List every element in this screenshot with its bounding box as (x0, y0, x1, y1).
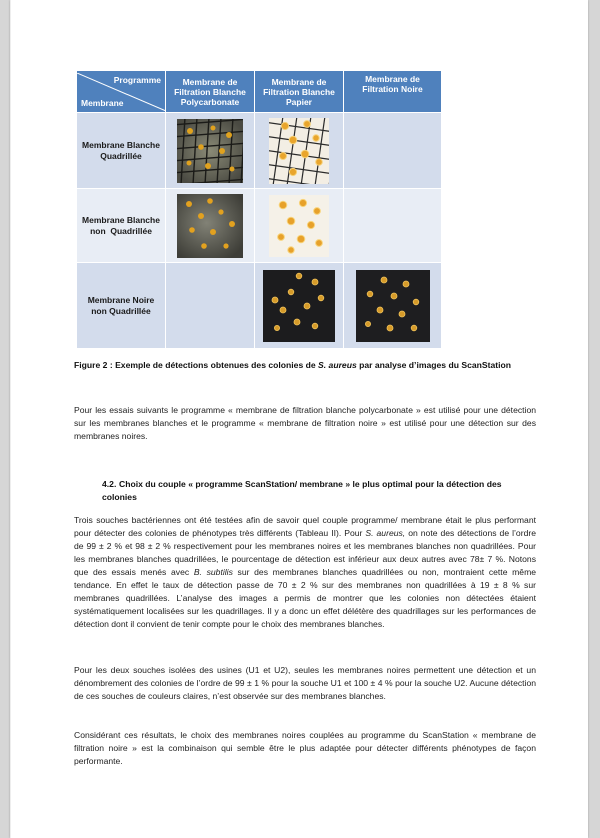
col-header-noire (344, 71, 442, 113)
paragraph-text: sur des membranes blanches quadrillées ou non, montraient cette même tendance. En effet le taux de détection passe de 70 ± 2 % sur des membranes non quadrillées à 19 ± 8 % sur membranes quadrillées. L’analyse des images a permis de montrer que les colonies non détectées étaient systématiquement localisées sur les quadrillages. Il y a donc un effet délétère des quadrillages sur les performances de détection dont il convient de tenir compte pour le choix des membranes blanches. (74, 567, 537, 629)
cell-image (166, 113, 255, 189)
corner-program-label: Programme (113, 74, 161, 85)
membrane-photo-black (356, 270, 430, 342)
row-label-line: Quadrillée (100, 150, 142, 161)
row-label-line: Membrane Blanche (82, 214, 160, 225)
caption-text: Figure 2 : Exemple de détections obtenues des colonies de (74, 359, 319, 370)
corner-header (77, 71, 166, 113)
header-line: Filtration Blanche (174, 86, 246, 97)
section-number: 4.2. (102, 479, 117, 489)
row-label-line: Membrane Noire (87, 294, 155, 305)
paragraph-text: on note des détections de l’ordre de 99 ± 2 % et 98 ± 2 % respectivement pour les membranes noires et les membranes blanches non quadrillées. Pour les membranes blanches quadrillées, le pourcentage de détection est inférieur aux deux autres avec 78± 7 %. Notons que des essais menés avec (74, 528, 536, 577)
section-title: Choix du couple « programme ScanStation/ membrane » le plus optimal pour la détection des colonies (102, 479, 502, 502)
row-label-blanche-non-quadrillee (77, 189, 166, 263)
membrane-photo-white-grid (269, 118, 329, 184)
header-line: Filtration Blanche (263, 86, 335, 97)
header-line: Filtration Noire (362, 84, 423, 94)
species-name: S. aureus, (365, 528, 406, 538)
paragraph: Pour les deux souches isolées des usines (U1 et U2), seules les membranes noires permettent une détection et un dénombrement des colonies de l’ordre de 99 ± 1 % pour la souche U1 et 100 ± 4 % pour la souche U2. Aucune détection de ces souches de couleurs claires, n’est observée sur des membranes blanches. (74, 665, 536, 701)
table-row (77, 263, 442, 349)
cell-empty (344, 189, 442, 263)
membrane-photo-grey-plain (177, 194, 243, 258)
paragraph-text: Trois souches bactériennes ont été testées afin de savoir quel couple programme/ membrane était le plus performant pour détecter des colonies de phénotypes très différents (Tableau II). Pour (74, 515, 536, 538)
header-line: Membrane de (365, 74, 420, 84)
row-label-blanche-quadrillee (77, 113, 166, 189)
col-header-papier (255, 71, 344, 113)
paragraph (74, 514, 536, 631)
header-line: Polycarbonate (180, 96, 240, 107)
row-label-line: non Quadrillée (90, 225, 152, 236)
membrane-photo-grey-grid (177, 119, 243, 183)
corner-membrane-label: Membrane (81, 97, 124, 108)
cell-empty (344, 113, 442, 189)
caption-text: par analyse d’images du ScanStation (356, 359, 511, 370)
membrane-photo-black (263, 270, 335, 342)
header-line: Membrane de (182, 76, 238, 87)
section-heading (102, 478, 536, 504)
cell-image (255, 113, 344, 189)
table-row (77, 189, 442, 263)
figure-caption (74, 359, 536, 372)
paragraph: Pour les essais suivants le programme « membrane de filtration blanche polycarbonate » est utilisé pour une détection sur les membranes blanches et le programme « membrane de filtration noire » est utilisé pour une détection sur des membranes noires. (74, 405, 536, 441)
membrane-photo-white-plain (269, 195, 329, 257)
cell-image (255, 263, 344, 349)
figure-table (76, 70, 441, 349)
row-label-line: non Quadrillée (91, 305, 151, 316)
paragraph: Considérant ces résultats, le choix des membranes noires couplées au programme du ScanStation « membrane de filtration noire » est la combinaison qui semble être le plus adaptée pour détecter différents phénotypes de façon performante. (74, 730, 536, 766)
cell-image (344, 263, 442, 349)
row-label-line: Membrane Blanche (82, 139, 160, 150)
document-page (10, 0, 588, 838)
col-header-polycarbonate (166, 71, 255, 113)
header-line: Membrane de (271, 76, 327, 87)
cell-image (255, 189, 344, 263)
cell-empty (166, 263, 255, 349)
header-line: Papier (286, 96, 312, 107)
table-row (77, 113, 442, 189)
caption-species: S. aureus (318, 359, 357, 370)
row-label-noire-non-quadrillee (77, 263, 166, 349)
species-name: B. subtilis (193, 567, 233, 577)
cell-image (166, 189, 255, 263)
